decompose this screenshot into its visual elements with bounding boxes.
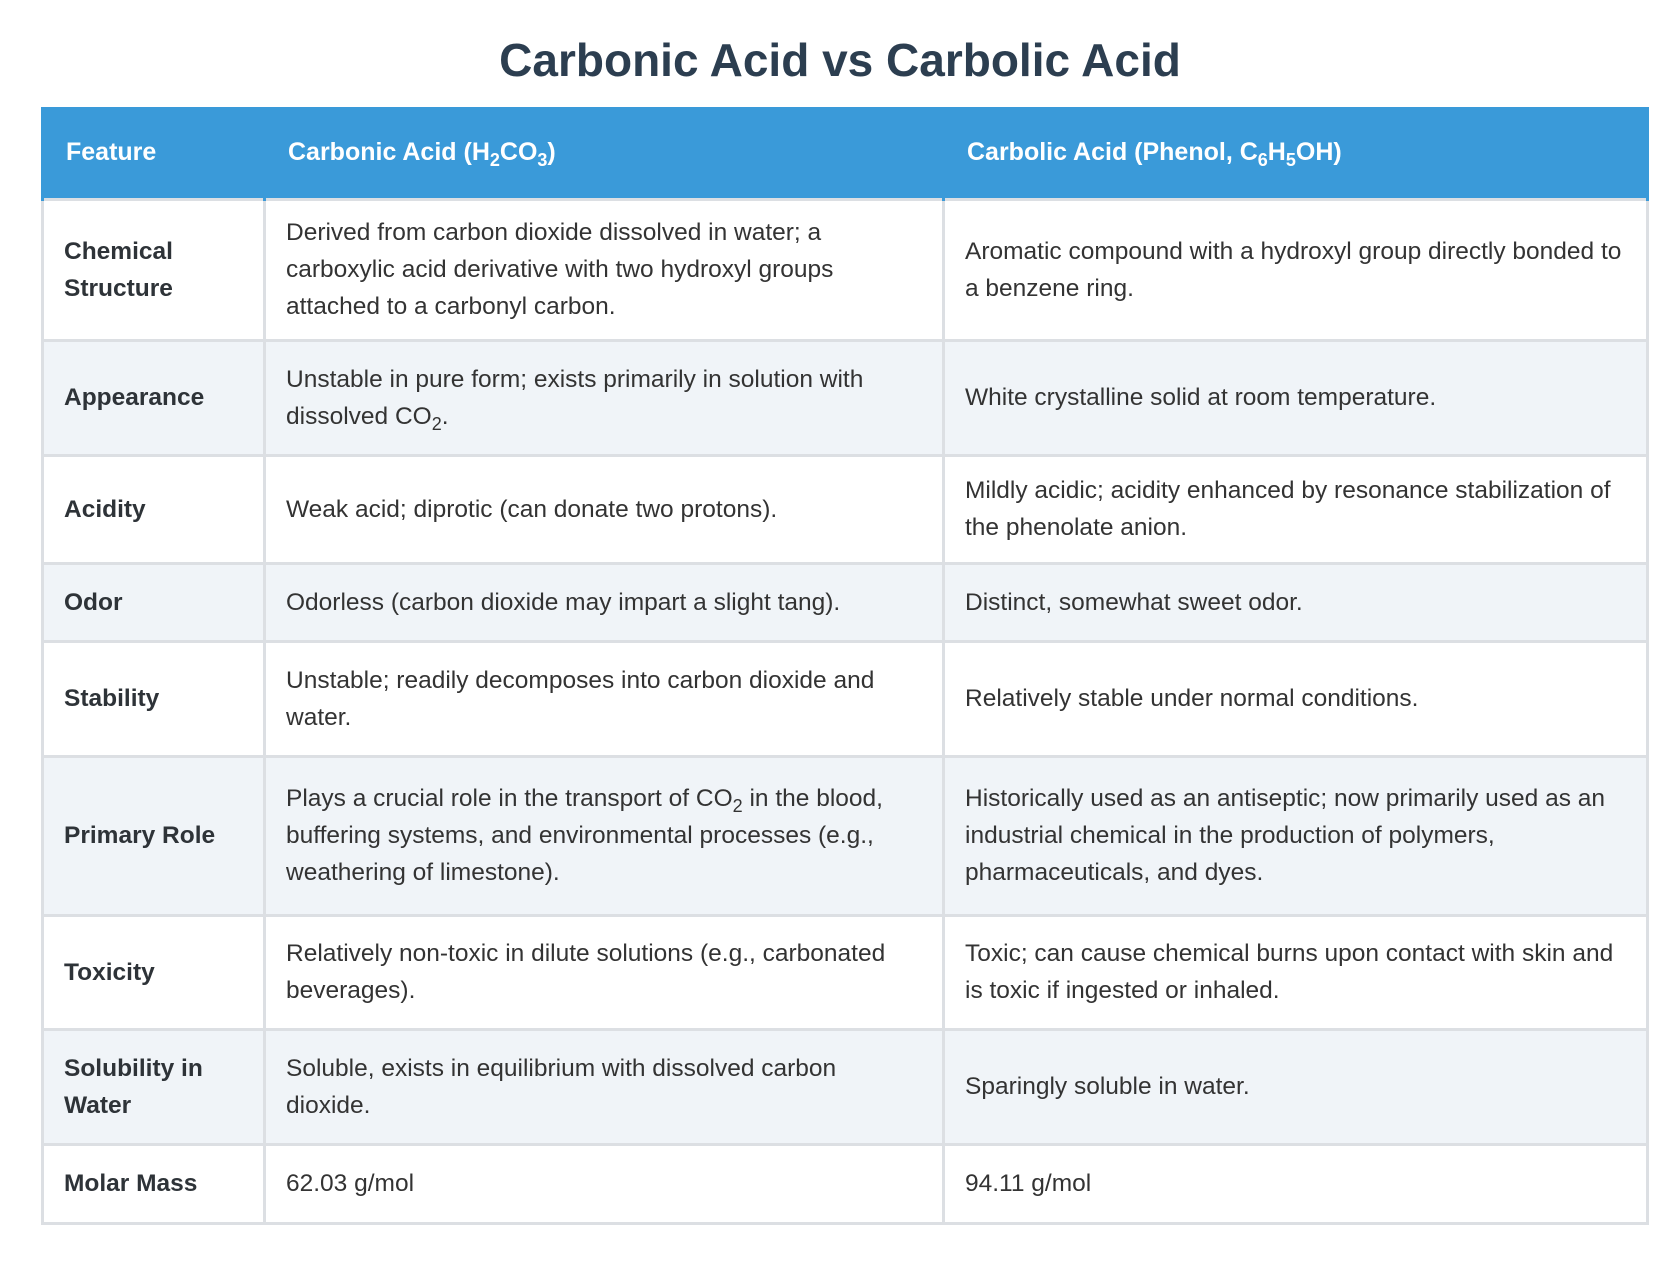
carbonic-text: Plays a crucial role in the transport of CO bbox=[286, 785, 733, 812]
table-row-acidity bbox=[43, 455, 1648, 563]
header-carbonic-sub2: 3 bbox=[537, 149, 548, 170]
carbonic-text: Unstable in pure form; exists primarily in solution with dissolved CO bbox=[286, 365, 864, 430]
table-row-molar-mass bbox=[43, 1144, 1648, 1223]
carbonic-cell bbox=[265, 756, 944, 915]
carbonic-subscript: 2 bbox=[431, 413, 442, 434]
table-row-odor bbox=[43, 563, 1648, 641]
feature-cell: Chemical Structure bbox=[43, 199, 265, 340]
table-row-stability bbox=[43, 641, 1648, 756]
header-carbolic-suffix: OH) bbox=[1295, 137, 1342, 166]
feature-cell: Odor bbox=[43, 563, 265, 641]
header-carbonic-prefix: Carbonic Acid (H bbox=[288, 137, 490, 166]
carbonic-cell: 62.03 g/mol bbox=[265, 1144, 944, 1223]
carbonic-cell bbox=[265, 340, 944, 455]
carbonic-cell: Odorless (carbon dioxide may impart a slight tang). bbox=[265, 563, 944, 641]
header-feature-label: Feature bbox=[66, 137, 157, 166]
header-carbonic-acid bbox=[265, 107, 944, 199]
header-carbonic-mid: CO bbox=[499, 137, 538, 166]
header-carbolic-mid: H bbox=[1267, 137, 1286, 166]
comparison-table-container bbox=[41, 107, 1646, 1225]
carbonic-cell: Weak acid; diprotic (can donate two protons). bbox=[265, 455, 944, 563]
header-carbolic-sub2: 5 bbox=[1285, 149, 1296, 170]
feature-cell: Solubility in Water bbox=[43, 1029, 265, 1144]
feature-cell: Acidity bbox=[43, 455, 265, 563]
comparison-table bbox=[41, 107, 1649, 1225]
feature-cell: Primary Role bbox=[43, 756, 265, 915]
table-row-chemical-structure bbox=[43, 199, 1648, 340]
header-carbolic-acid bbox=[944, 107, 1648, 199]
page-title: Carbonic Acid vs Carbolic Acid bbox=[499, 34, 1181, 86]
feature-cell: Toxicity bbox=[43, 915, 265, 1029]
carbolic-cell: Relatively stable under normal conditions. bbox=[944, 641, 1648, 756]
carbonic-cell: Relatively non-toxic in dilute solutions (e.g., carbonated beverages). bbox=[265, 915, 944, 1029]
feature-cell: Stability bbox=[43, 641, 265, 756]
carbolic-cell: Toxic; can cause chemical burns upon contact with skin and is toxic if ingested or inhaled. bbox=[944, 915, 1648, 1029]
carbonic-cell: Unstable; readily decomposes into carbon dioxide and water. bbox=[265, 641, 944, 756]
carbolic-cell: White crystalline solid at room temperature. bbox=[944, 340, 1648, 455]
table-row-solubility bbox=[43, 1029, 1648, 1144]
carbolic-cell: Distinct, somewhat sweet odor. bbox=[944, 563, 1648, 641]
table-header-row bbox=[43, 107, 1648, 199]
header-carbolic-prefix: Carbolic Acid (Phenol, C bbox=[967, 137, 1258, 166]
feature-cell: Molar Mass bbox=[43, 1144, 265, 1223]
carbonic-text-end: in the blood, buffering systems, and environmental processes (e.g., weathering of limestone). bbox=[286, 785, 883, 886]
table-row-primary-role bbox=[43, 756, 1648, 915]
carbonic-subscript: 2 bbox=[732, 796, 743, 816]
carbonic-text-end: . bbox=[441, 402, 449, 430]
carbonic-cell: Derived from carbon dioxide dissolved in water; a carboxylic acid derivative with two hydroxyl groups attached to a carbonyl carbon. bbox=[265, 199, 944, 340]
feature-cell: Appearance bbox=[43, 340, 265, 455]
carbolic-cell: Historically used as an antiseptic; now primarily used as an industrial chemical in the production of polymers, pharmaceuticals, and dyes. bbox=[944, 756, 1648, 915]
header-carbonic-sub1: 2 bbox=[489, 149, 500, 170]
carbolic-cell: Sparingly soluble in water. bbox=[944, 1029, 1648, 1144]
carbolic-cell: 94.11 g/mol bbox=[944, 1144, 1648, 1223]
carbolic-cell: Aromatic compound with a hydroxyl group directly bonded to a benzene ring. bbox=[944, 199, 1648, 340]
carbolic-cell: Mildly acidic; acidity enhanced by resonance stabilization of the phenolate anion. bbox=[944, 455, 1648, 563]
header-carbonic-suffix: ) bbox=[547, 137, 556, 166]
header-carbolic-sub1: 6 bbox=[1257, 149, 1268, 170]
table-row-toxicity bbox=[43, 915, 1648, 1029]
carbonic-cell: Soluble, exists in equilibrium with dissolved carbon dioxide. bbox=[265, 1029, 944, 1144]
table-row-appearance bbox=[43, 340, 1648, 455]
header-feature bbox=[43, 107, 265, 199]
